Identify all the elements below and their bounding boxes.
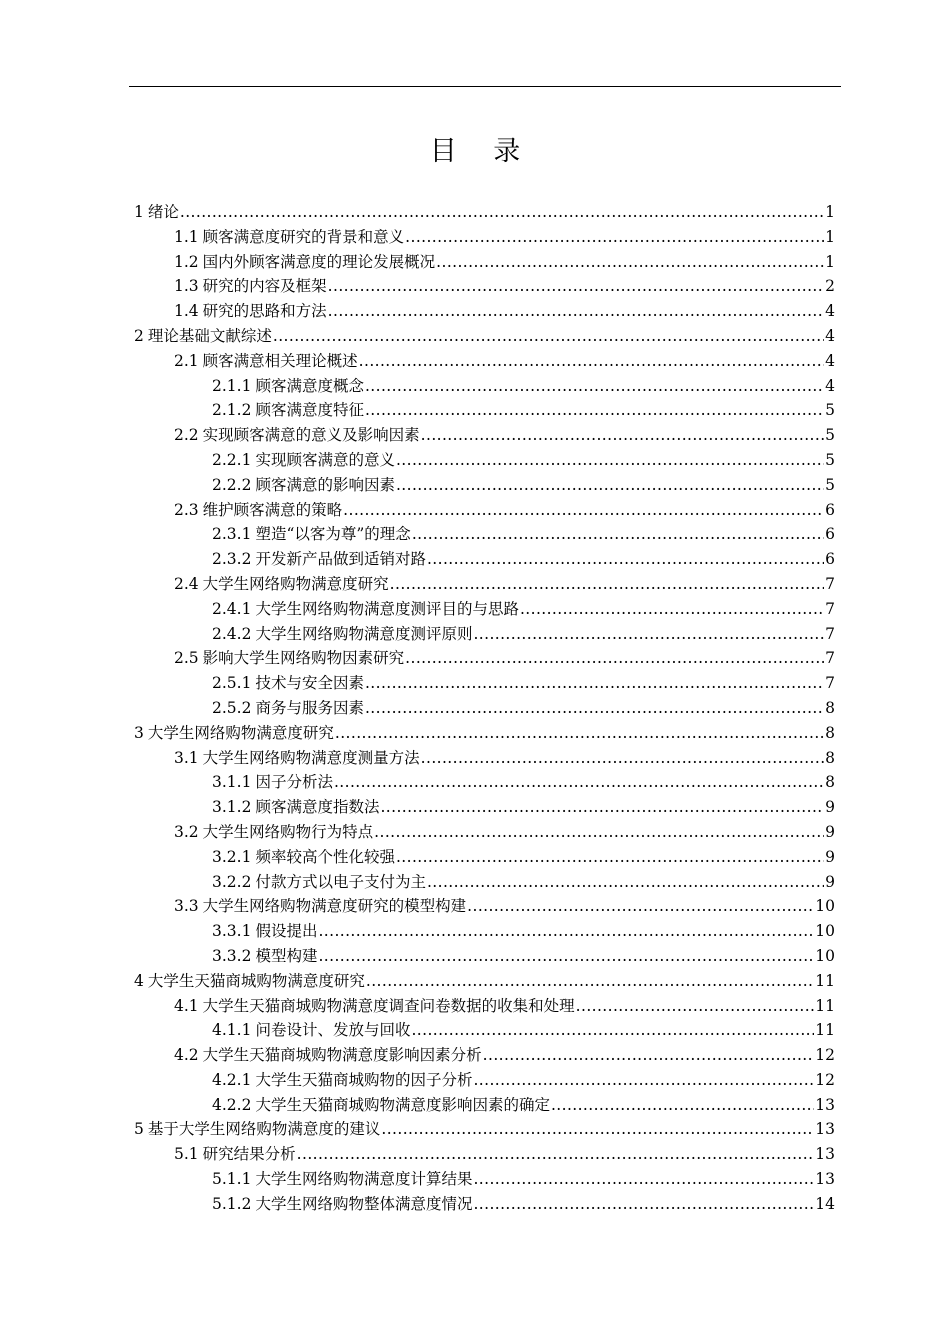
toc-entry-page: 14 [815, 1194, 835, 1213]
dot-leader [396, 448, 824, 473]
toc-entry-title: 大学生网络购物满意度研究 [147, 723, 334, 742]
toc-entry-page: 12 [815, 1046, 835, 1065]
dot-leader [473, 1068, 814, 1093]
toc-entry-page: 12 [815, 1070, 835, 1089]
toc-entry-page: 8 [825, 748, 835, 767]
toc-entry-page: 5 [825, 401, 835, 420]
toc-title: 目 录 [429, 136, 535, 167]
toc-entry[interactable] [134, 547, 835, 572]
toc-entry[interactable] [134, 250, 835, 275]
toc-entry-title: 开发新产品做到适销对路 [255, 550, 426, 569]
toc-entry-title: 大学生网络购物满意度测评目的与思路 [255, 599, 519, 618]
toc-entry-page: 9 [825, 872, 835, 891]
toc-entry-title: 付款方式以电子支付为主 [255, 872, 426, 891]
toc-entry-number: 4.2.1 [212, 1070, 252, 1089]
toc-entry-number: 1.3 [174, 277, 199, 296]
toc-entry-title: 理论基础文献综述 [147, 326, 272, 345]
toc-entry-page: 5 [825, 475, 835, 494]
toc-entry[interactable] [134, 746, 835, 771]
dot-leader [473, 1192, 814, 1217]
toc-entry-number: 2.2.1 [212, 450, 252, 469]
dot-leader [396, 845, 824, 870]
toc-entry-page: 4 [825, 376, 835, 395]
toc-entry[interactable] [134, 498, 835, 523]
toc-entry[interactable] [134, 696, 835, 721]
toc-entry-title: 顾客满意度特征 [255, 401, 364, 420]
toc-entry-number: 3.1.1 [212, 773, 252, 792]
toc-entry-number: 3.3.1 [212, 922, 252, 941]
toc-entry-title: 大学生天猫商城购物满意度影响因素的确定 [255, 1095, 550, 1114]
toc-entry[interactable] [134, 820, 835, 845]
dot-leader [411, 1018, 814, 1043]
toc-entry-title: 顾客满意度指数法 [255, 798, 380, 817]
toc-entry[interactable] [134, 423, 835, 448]
dot-leader [328, 299, 824, 324]
toc-entry-title: 模型构建 [255, 946, 318, 965]
toc-entry-number: 3.1 [174, 748, 199, 767]
dot-leader [405, 646, 824, 671]
toc-entry-number: 2 [134, 326, 144, 345]
toc-entry-title: 国内外顾客满意度的理论发展概况 [202, 252, 436, 271]
toc-entry-title: 问卷设计、发放与回收 [255, 1021, 411, 1040]
dot-leader [343, 498, 824, 523]
toc-entry[interactable] [134, 200, 835, 225]
toc-entry-number: 1 [134, 203, 144, 221]
toc-entry-title: 绪论 [147, 203, 179, 221]
toc-entry-number: 4.2.2 [212, 1095, 252, 1114]
toc-entry-number: 2.2.2 [212, 475, 252, 494]
toc-entry-number: 2.3.1 [212, 525, 252, 544]
toc-entry[interactable] [134, 646, 835, 671]
toc-entry-number: 2.4.2 [212, 624, 252, 643]
toc-entry-title: 研究的思路和方法 [202, 302, 327, 321]
toc-entry-page: 13 [815, 1120, 835, 1139]
toc-entry-title: 技术与安全因素 [255, 674, 364, 693]
dot-leader [390, 572, 824, 597]
toc-entry-page: 7 [825, 674, 835, 693]
dot-leader [374, 820, 824, 845]
toc-entry-number: 4.2 [174, 1046, 199, 1065]
toc-entry-number: 3.2 [174, 822, 199, 841]
dot-leader [436, 250, 824, 275]
toc-entry-number: 5.1 [174, 1145, 199, 1164]
dot-leader [381, 1117, 814, 1142]
toc-entry-title: 大学生网络购物满意度计算结果 [255, 1170, 473, 1189]
toc-entry[interactable] [134, 770, 835, 795]
header-rule [129, 86, 841, 87]
toc-entry-title: 研究结果分析 [202, 1145, 296, 1164]
toc-entry[interactable] [134, 919, 835, 944]
toc-entry-page: 8 [825, 698, 835, 717]
toc-entry-title: 大学生网络购物满意度研究的模型构建 [202, 897, 467, 916]
toc-entry-page: 7 [825, 624, 835, 643]
toc-entry-page: 11 [815, 996, 835, 1015]
toc-entry-title: 实现顾客满意的意义 [255, 450, 395, 469]
toc-entry-number: 3.3.2 [212, 946, 252, 965]
toc-entry-title: 基于大学生网络购物满意度的建议 [147, 1120, 381, 1139]
toc-entry-title: 大学生天猫商城购物满意度研究 [147, 971, 365, 990]
dot-leader [396, 473, 824, 498]
toc-entry-page: 6 [825, 550, 835, 569]
toc-entry-title: 大学生网络购物整体满意度情况 [255, 1194, 473, 1213]
toc-entry-number: 5.1.2 [212, 1194, 252, 1213]
dot-leader [427, 547, 824, 572]
toc-entry-number: 2.5.1 [212, 674, 252, 693]
toc-entry[interactable] [134, 1093, 835, 1118]
dot-leader [380, 795, 824, 820]
toc-entry-page: 2 [825, 277, 835, 296]
dot-leader [365, 374, 824, 399]
toc-entry-number: 4.1 [174, 996, 199, 1015]
toc-entry-page: 7 [825, 649, 835, 668]
toc-entry-title: 假设提出 [255, 922, 318, 941]
toc-entry[interactable] [134, 1068, 835, 1093]
toc-entry-page: 4 [825, 302, 835, 321]
dot-leader [427, 870, 824, 895]
dot-leader [365, 398, 824, 423]
toc-entry-title: 研究的内容及框架 [202, 277, 327, 296]
toc-entry-title: 大学生天猫商城购物满意度影响因素分析 [202, 1046, 482, 1065]
toc-entry[interactable] [134, 671, 835, 696]
toc-entry-title: 顾客满意度研究的背景和意义 [202, 227, 405, 246]
toc-entry-number: 3.2.1 [212, 847, 252, 866]
toc-entry-number: 2.4 [174, 574, 199, 593]
dot-leader [576, 994, 815, 1019]
toc-entry-title: 塑造“以客为尊”的理念 [255, 525, 411, 544]
toc-entry-page: 7 [825, 599, 835, 618]
toc-entry[interactable] [134, 944, 835, 969]
dot-leader [473, 622, 824, 647]
toc-entry[interactable] [134, 1142, 835, 1167]
toc-entry-page: 8 [825, 773, 835, 792]
toc-entry[interactable] [134, 274, 835, 299]
toc-entry-number: 3.1.2 [212, 798, 252, 817]
toc-entry[interactable] [134, 622, 835, 647]
toc-entry-number: 3.2.2 [212, 872, 252, 891]
toc-entry[interactable] [134, 1043, 835, 1068]
toc-entry[interactable] [134, 845, 835, 870]
toc-entry-title: 影响大学生网络购物因素研究 [202, 649, 405, 668]
toc-entry-number: 2.5 [174, 649, 199, 668]
toc-entry-page: 10 [815, 946, 835, 965]
toc-entry-page: 6 [825, 525, 835, 544]
toc-entry-page: 1 [825, 203, 835, 221]
toc-entry-page: 8 [825, 723, 835, 742]
toc-entry-number: 2.3.2 [212, 550, 252, 569]
toc-entry-title: 顾客满意度概念 [255, 376, 364, 395]
toc-entry-title: 大学生网络购物行为特点 [202, 822, 374, 841]
toc-entry-number: 5.1.1 [212, 1170, 252, 1189]
toc-entry[interactable] [134, 870, 835, 895]
toc-entry-title: 顾客满意的影响因素 [255, 475, 395, 494]
toc-entry-number: 2.1.1 [212, 376, 252, 395]
toc-entry[interactable] [134, 398, 835, 423]
toc-entry[interactable] [134, 721, 835, 746]
toc-entry-page: 1 [825, 252, 835, 271]
dot-leader [412, 522, 824, 547]
toc-entry-page: 6 [825, 500, 835, 519]
toc-entry[interactable] [134, 1192, 835, 1217]
dot-leader [359, 349, 824, 374]
toc-entry[interactable] [134, 894, 835, 919]
toc-entry-title: 大学生网络购物满意度测评原则 [255, 624, 473, 643]
toc-entry-page: 13 [815, 1145, 835, 1164]
toc-entry-title: 大学生网络购物满意度测量方法 [202, 748, 420, 767]
toc-entry[interactable] [134, 994, 835, 1019]
toc-entry-page: 10 [815, 897, 835, 916]
toc-entry-title: 大学生网络购物满意度研究 [202, 574, 389, 593]
toc-entry-title: 商务与服务因素 [255, 698, 364, 717]
toc-entry-page: 1 [825, 227, 835, 246]
toc-entry[interactable] [134, 324, 835, 349]
toc-entry[interactable] [134, 299, 835, 324]
toc-entry-number: 4.1.1 [212, 1021, 252, 1040]
toc-entry-number: 2.2 [174, 426, 199, 445]
toc-entry-page: 5 [825, 426, 835, 445]
toc-entry[interactable] [134, 448, 835, 473]
toc-entry-number: 1.4 [174, 302, 199, 321]
toc-entry-page: 11 [815, 971, 835, 990]
toc-entry-number: 5 [134, 1120, 144, 1139]
dot-leader [297, 1142, 815, 1167]
dot-leader [273, 324, 824, 349]
toc-entry-number: 2.5.2 [212, 698, 252, 717]
dot-leader [467, 894, 814, 919]
toc-entry-page: 5 [825, 450, 835, 469]
dot-leader [551, 1093, 814, 1118]
toc-entry-title: 大学生天猫商城购物满意度调查问卷数据的收集和处理 [202, 996, 575, 1015]
dot-leader [473, 1167, 814, 1192]
toc-entry-number: 3 [134, 723, 144, 742]
toc-entry[interactable] [134, 473, 835, 498]
dot-leader [318, 919, 814, 944]
toc-entry[interactable] [134, 374, 835, 399]
dot-leader [334, 770, 824, 795]
toc-entry-page: 4 [825, 351, 835, 370]
toc-entry-number: 1.2 [174, 252, 199, 271]
dot-leader [421, 423, 824, 448]
toc-entry[interactable] [134, 225, 835, 250]
dot-leader [328, 274, 824, 299]
toc-entry[interactable] [134, 522, 835, 547]
dot-leader [421, 746, 824, 771]
toc-entry-page: 4 [825, 326, 835, 345]
toc-entry-title: 顾客满意相关理论概述 [202, 351, 358, 370]
table-of-contents [134, 200, 835, 1217]
toc-entry-title: 因子分析法 [255, 773, 333, 792]
dot-leader [318, 944, 814, 969]
toc-entry[interactable] [134, 572, 835, 597]
toc-entry-page: 9 [825, 847, 835, 866]
toc-entry-title: 频率较高个性化较强 [255, 847, 395, 866]
toc-entry-title: 实现顾客满意的意义及影响因素 [202, 426, 420, 445]
dot-leader [365, 696, 824, 721]
toc-entry[interactable] [134, 1018, 835, 1043]
toc-entry-number: 2.1.2 [212, 401, 252, 420]
toc-entry[interactable] [134, 1167, 835, 1192]
toc-entry[interactable] [134, 795, 835, 820]
toc-entry[interactable] [134, 1117, 835, 1142]
toc-entry-page: 10 [815, 922, 835, 941]
toc-entry-number: 4 [134, 971, 144, 990]
toc-entry-title: 维护顾客满意的策略 [202, 500, 343, 519]
toc-entry-title: 大学生天猫商城购物的因子分析 [255, 1070, 473, 1089]
toc-entry[interactable] [134, 349, 835, 374]
dot-leader [366, 969, 814, 994]
toc-entry-number: 2.1 [174, 351, 199, 370]
toc-entry[interactable] [134, 597, 835, 622]
dot-leader [520, 597, 824, 622]
toc-entry-page: 11 [815, 1021, 835, 1040]
dot-leader [483, 1043, 815, 1068]
toc-entry-number: 2.4.1 [212, 599, 252, 618]
toc-entry-number: 3.3 [174, 897, 199, 916]
toc-entry-page: 9 [825, 798, 835, 817]
dot-leader [405, 225, 824, 250]
dot-leader [335, 721, 824, 746]
dot-leader [365, 671, 824, 696]
dot-leader [180, 200, 824, 225]
toc-entry-page: 13 [815, 1170, 835, 1189]
toc-entry-page: 13 [815, 1095, 835, 1114]
toc-entry[interactable] [134, 969, 835, 994]
toc-entry-page: 7 [825, 574, 835, 593]
toc-entry-number: 2.3 [174, 500, 199, 519]
toc-entry-number: 1.1 [174, 227, 199, 246]
toc-entry-page: 9 [825, 822, 835, 841]
